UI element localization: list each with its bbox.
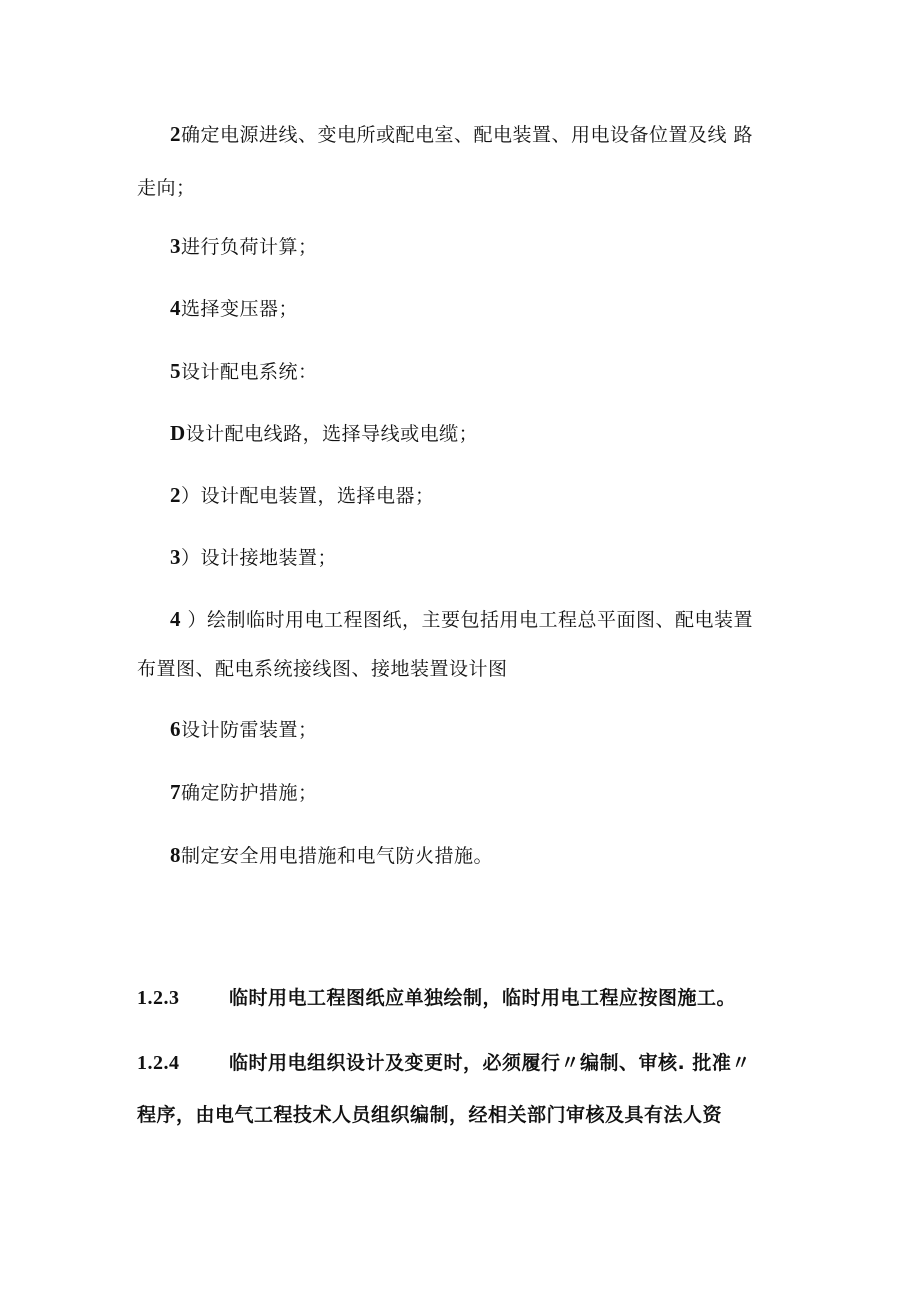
item-number: D <box>170 421 186 445</box>
item-text: 设计防雷装置； <box>181 719 318 741</box>
subitem-3 <box>170 544 337 571</box>
item-4 <box>170 295 298 322</box>
item-6 <box>170 716 318 743</box>
subitem-4-line1 <box>170 606 753 633</box>
item-2-line1 <box>170 121 753 148</box>
item-text: ）绘制临时用电工程图纸，主要包括用电工程总平面图、配电装置 <box>181 609 754 631</box>
item-text: 进行负荷计算； <box>181 236 318 258</box>
item-text: ）设计接地装置； <box>181 547 338 569</box>
section-text: 程序，由电气工程技术人员组织编制，经相关部门审核及具有法人资 <box>137 1104 723 1126</box>
item-text: 确定电源进线、变电所或配电室、配电装置、用电设备位置及线 路 <box>181 124 754 146</box>
item-number: 5 <box>170 359 181 383</box>
item-7 <box>170 779 318 806</box>
section-number: 1.2.3 <box>137 987 180 1009</box>
item-number: 6 <box>170 717 181 741</box>
subitem-4-line2 <box>137 656 508 682</box>
item-3 <box>170 233 318 260</box>
item-number: 3 <box>170 234 181 258</box>
item-number: 8 <box>170 843 181 867</box>
item-2-line2 <box>137 175 196 201</box>
section-text: 临时用电组织设计及变更时，必须履行〃编制、审核. 批准〃 <box>229 1052 751 1074</box>
item-text: 走向； <box>137 177 196 199</box>
item-text: 选择变压器； <box>181 298 299 320</box>
item-number: 2 <box>170 122 181 146</box>
item-text: 设计配电线路，选择导线或电缆； <box>185 423 479 445</box>
item-8 <box>170 842 493 869</box>
section-number: 1.2.4 <box>137 1052 180 1074</box>
item-number: 2 <box>170 483 181 507</box>
item-text: 制定安全用电措施和电气防火措施。 <box>181 845 494 867</box>
item-number: 7 <box>170 780 181 804</box>
item-number: 3 <box>170 545 181 569</box>
subitem-2 <box>170 482 435 509</box>
subitem-1 <box>170 420 478 447</box>
item-text: 设计配电系统： <box>181 361 318 383</box>
section-text: 临时用电工程图纸应单独绘制，临时用电工程应按图施工。 <box>229 987 737 1009</box>
item-text: 布置图、配电系统接线图、接地装置设计图 <box>137 658 508 680</box>
item-text: ）设计配电装置，选择电器； <box>181 485 435 507</box>
item-5 <box>170 358 318 385</box>
section-1-2-4-line2 <box>137 1102 722 1128</box>
item-number: 4 <box>170 607 181 631</box>
item-text: 确定防护措施； <box>181 782 318 804</box>
item-number: 4 <box>170 296 181 320</box>
